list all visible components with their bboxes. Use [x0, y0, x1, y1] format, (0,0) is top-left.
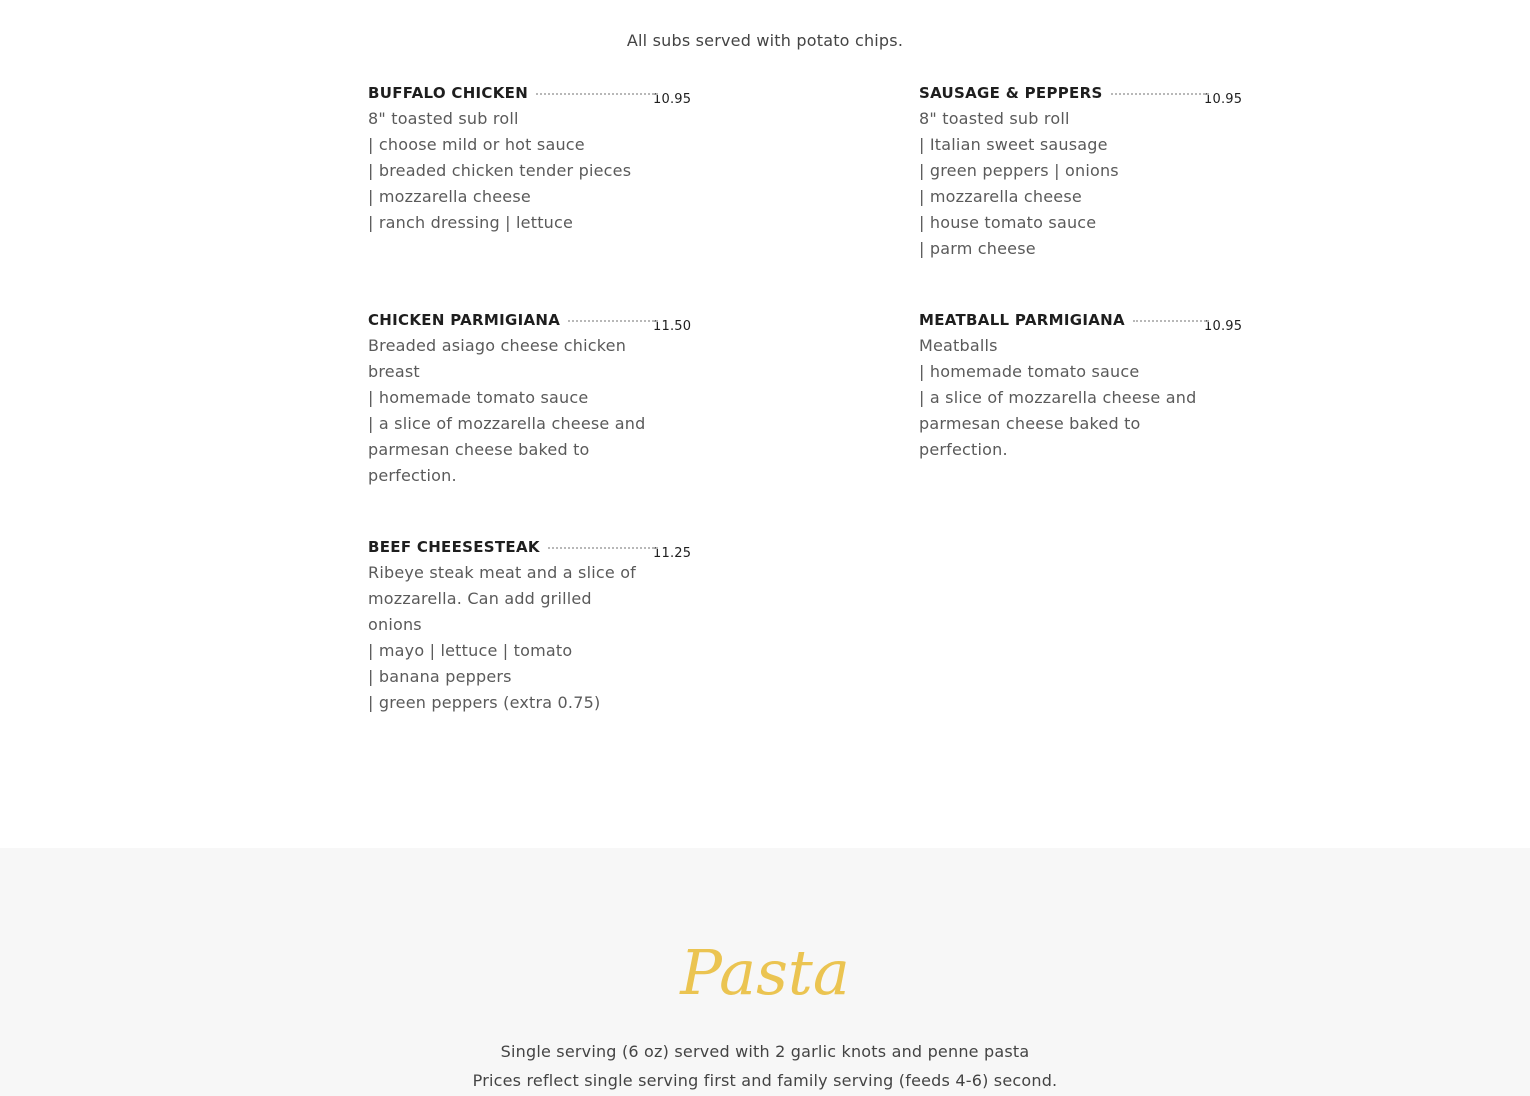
item-header	[919, 83, 1249, 106]
description-line: | parm cheese	[919, 239, 1036, 258]
item-header	[368, 83, 698, 106]
description-line: | mozzarella cheese	[919, 187, 1082, 206]
description-line: | a slice of mozzarella cheese and parmesan cheese baked to perfection.	[368, 414, 646, 485]
item-description	[368, 333, 646, 489]
dotted-leader	[536, 93, 658, 95]
menu-item-buffalo-chicken	[368, 83, 698, 236]
dotted-leader	[548, 547, 658, 549]
description-line: 8" toasted sub roll	[919, 109, 1070, 128]
dotted-leader	[568, 320, 658, 322]
item-price: 10.95	[1204, 92, 1243, 107]
description-line: | a slice of mozzarella cheese and parmesan cheese baked to perfection.	[919, 388, 1197, 459]
dotted-leader	[1111, 93, 1209, 95]
item-name: CHICKEN PARMIGIANA	[368, 310, 566, 330]
description-line: | homemade tomato sauce	[919, 362, 1140, 381]
pasta-note-serving: Single serving (6 oz) served with 2 garlic knots and penne pasta	[500, 1042, 1030, 1061]
description-line: | ranch dressing | lettuce	[368, 213, 574, 232]
description-line: Ribeye steak meat and a slice of mozzarella. Can add grilled onions	[368, 563, 637, 634]
description-line: | Italian sweet sausage	[919, 135, 1108, 154]
item-price: 11.25	[653, 546, 692, 561]
item-header	[919, 310, 1249, 333]
item-price: 10.95	[653, 92, 692, 107]
description-line: Breaded asiago cheese chicken breast	[368, 336, 627, 381]
subs-intro: All subs served with potato chips.	[626, 31, 904, 50]
menu-item-meatball-parmigiana	[919, 310, 1249, 463]
menu-item-chicken-parmigiana	[368, 310, 698, 489]
item-name: BEEF CHEESESTEAK	[368, 537, 546, 557]
item-name: BUFFALO CHICKEN	[368, 83, 534, 103]
item-name: MEATBALL PARMIGIANA	[919, 310, 1131, 330]
description-line: | choose mild or hot sauce	[368, 135, 585, 154]
pasta-note-prices: Prices reflect single serving first and family serving (feeds 4-6) second.	[472, 1071, 1058, 1090]
item-price: 11.50	[653, 319, 692, 334]
description-line: | mozzarella cheese	[368, 187, 531, 206]
description-line: Meatballs	[919, 336, 998, 355]
description-line: | green peppers | onions	[919, 161, 1119, 180]
item-description	[368, 560, 646, 716]
item-price: 10.95	[1204, 319, 1243, 334]
menu-item-beef-cheesesteak	[368, 537, 698, 716]
description-line: | banana peppers	[368, 667, 512, 686]
item-description	[919, 106, 1197, 262]
description-line: 8" toasted sub roll	[368, 109, 519, 128]
item-header	[368, 310, 698, 333]
pasta-section	[0, 848, 1530, 1096]
item-description	[368, 106, 646, 236]
description-line: | green peppers (extra 0.75)	[368, 693, 601, 712]
dotted-leader	[1133, 320, 1209, 322]
description-line: | breaded chicken tender pieces	[368, 161, 632, 180]
item-header	[368, 537, 698, 560]
item-name: SAUSAGE & PEPPERS	[919, 83, 1109, 103]
section-title-pasta: Pasta	[680, 936, 850, 1009]
item-description	[919, 333, 1197, 463]
menu-item-sausage-peppers	[919, 83, 1249, 262]
description-line: | homemade tomato sauce	[368, 388, 589, 407]
description-line: | house tomato sauce	[919, 213, 1097, 232]
description-line: | mayo | lettuce | tomato	[368, 641, 573, 660]
